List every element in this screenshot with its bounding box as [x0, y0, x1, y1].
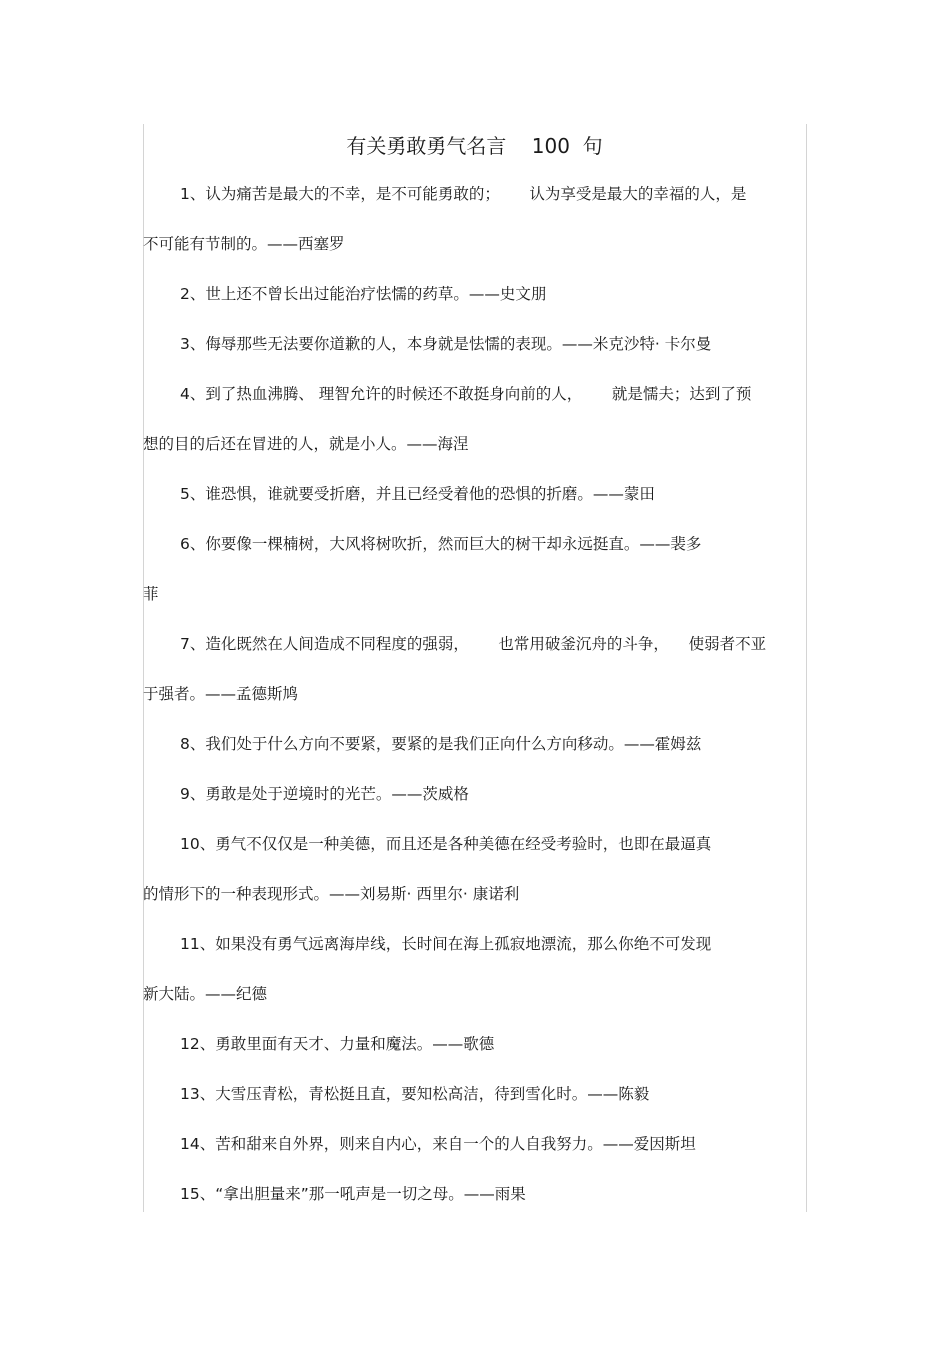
- quote-line-10-cont: 的情形下的一种表现形式。——刘易斯· 西里尔· 康诺利: [143, 885, 520, 903]
- quote-line-11: 11、如果没有勇气远离海岸线，长时间在海上孤寂地漂流，那么你绝不可发现: [180, 935, 712, 953]
- quote-line-12: 12、勇敢里面有天才、力量和魔法。——歌德: [180, 1035, 495, 1053]
- quote-line-9: 9、勇敢是处于逆境时的光芒。——茨威格: [180, 785, 469, 803]
- quote-line-13: 13、大雪压青松，青松挺且直，要知松高洁，待到雪化时。——陈毅: [180, 1085, 650, 1103]
- quote-line-8: 8、我们处于什么方向不要紧，要紧的是我们正向什么方向移动。——霍姆兹: [180, 735, 702, 753]
- quote-line-1: 1、认为痛苦是最大的不幸，是不可能勇敢的； 认为享受是最大的幸福的人，是: [180, 185, 747, 203]
- quote-line-14: 14、苦和甜来自外界，则来自内心，来自一个的人自我努力。——爱因斯坦: [180, 1135, 696, 1153]
- document-title: 有关勇敢勇气名言 100 句: [346, 134, 603, 158]
- quote-line-7: 7、造化既然在人间造成不同程度的强弱， 也常用破釜沉舟的斗争， 使弱者不亚: [180, 635, 767, 653]
- quote-line-3: 3、侮辱那些无法要你道歉的人，本身就是怯懦的表现。——米克沙特· 卡尔曼: [180, 335, 712, 353]
- quote-line-15: 15、“拿出胆量来”那一吼声是一切之母。——雨果: [180, 1185, 526, 1203]
- quote-line-6: 6、你要像一棵楠树，大风将树吹折，然而巨大的树干却永远挺直。——裴多: [180, 535, 702, 553]
- quote-line-7-cont: 于强者。——孟德斯鸠: [143, 685, 299, 703]
- quote-line-1-cont: 不可能有节制的。——西塞罗: [143, 235, 345, 253]
- right-margin-rule: [806, 124, 807, 1212]
- quote-line-5: 5、谁恐惧，谁就要受折磨，并且已经受着他的恐惧的折磨。——蒙田: [180, 485, 655, 503]
- quote-line-10: 10、勇气不仅仅是一种美德，而且还是各种美德在经受考验时，也即在最逼真: [180, 835, 712, 853]
- left-margin-rule: [143, 124, 144, 1212]
- quote-line-2: 2、世上还不曾长出过能治疗怯懦的药草。——史文朋: [180, 285, 547, 303]
- quote-line-6-cont: 菲: [143, 585, 159, 603]
- quote-line-4-cont: 想的目的后还在冒进的人，就是小人。——海涅: [143, 435, 469, 453]
- quote-line-4: 4、到了热血沸腾、 理智允许的时候还不敢挺身向前的人， 就是懦夫；达到了预: [180, 385, 752, 403]
- quote-line-11-cont: 新大陆。——纪德: [143, 985, 268, 1003]
